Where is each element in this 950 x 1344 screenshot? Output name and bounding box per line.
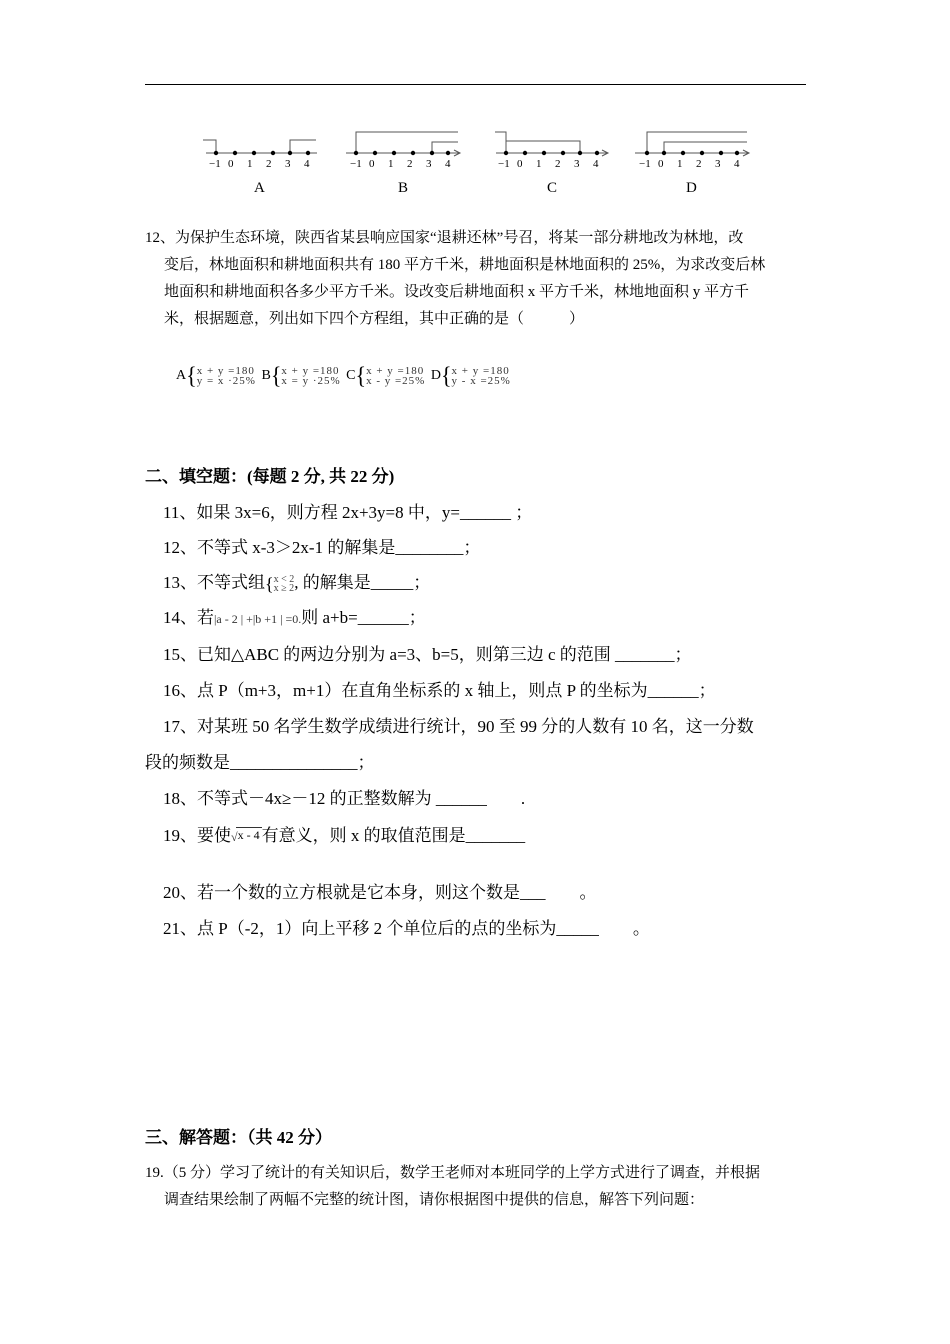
- fill-q12: 12、不等式 x-3＞2x-1 的解集是________；: [163, 538, 481, 557]
- q12-line-1: 12、为保护生态环境，陕西省某县响应国家“退耕还林”号召，将某一部分耕地改为林地，改: [145, 230, 744, 246]
- section-3-title: 三、解答题：（共 42 分）: [145, 1128, 332, 1147]
- choice-c: C { x + y =180 x - y =25%: [346, 361, 426, 390]
- tick-label: −1: [350, 158, 362, 170]
- fill-q19: 19、要使√x - 4 有意义，则 x 的取值范围是_______: [163, 826, 526, 845]
- tick-label: 4: [445, 158, 451, 170]
- choice-a: A { x + y =180 y = x ·25%: [176, 361, 256, 390]
- tick-label: 1: [388, 158, 394, 170]
- answer-q19: [145, 1160, 810, 1214]
- choice-d-letter: D: [430, 368, 441, 383]
- tick-label: 3: [426, 158, 432, 170]
- option-label-d: D: [686, 180, 697, 196]
- q12-line-2: 变后，林地面积和耕地面积共有 180 平方千米，耕地面积是林地面积的 25%，为求改变后林: [164, 257, 766, 273]
- tick-label: 1: [247, 158, 253, 170]
- choice-a-eq2: y = x ·25%: [196, 375, 256, 387]
- fill-q14: [163, 603, 426, 628]
- tick-label: 1: [536, 158, 542, 170]
- fill-q14-expr: |a - 2 | +|b +1 | =0.: [214, 612, 302, 626]
- question-12-mc: [145, 225, 810, 333]
- tick-label: −1: [639, 158, 651, 170]
- tick-label: 0: [369, 158, 375, 170]
- fill-q17-line-2: 段的频数是_______________；: [145, 753, 375, 772]
- q12-line-4: 米，根据题意，列出如下四个方程组，其中正确的是（ ）: [164, 311, 585, 327]
- tick-label: 1: [677, 158, 683, 170]
- tick-label: 0: [228, 158, 234, 170]
- fill-q13: 13、不等式组 { x < 2 x ≥ 2 , 的解集是_____；: [163, 573, 431, 595]
- fill-q19-radicand: x - 4: [237, 828, 260, 842]
- fill-q13-prefix: 13、不等式组: [163, 573, 265, 592]
- choice-a-letter: A: [176, 368, 187, 383]
- tick-label: 2: [555, 158, 561, 170]
- choice-d-eq2: y - x =25%: [451, 375, 511, 387]
- tick-label: 2: [407, 158, 413, 170]
- fill-q20: 20、若一个数的立方根就是它本身，则这个数是___ 。: [163, 883, 597, 902]
- tick-label: 4: [304, 158, 310, 170]
- fill-q21: 21、点 P（-2，1）向上平移 2 个单位后的点的坐标为_____ 。: [163, 919, 650, 938]
- tick-label: 0: [658, 158, 664, 170]
- fill-q13-suffix: , 的解集是_____；: [294, 573, 431, 592]
- q12-choices: [176, 361, 513, 390]
- choice-b-eq1: x + y =180: [281, 365, 340, 377]
- section-2-title: 二、填空题：(每题 2 分, 共 22 分): [145, 467, 395, 486]
- choice-b: B { x + y =180 x = y ·25%: [261, 361, 341, 390]
- fill-q18: 18、不等式－4x≥－12 的正整数解为 ______ .: [163, 789, 526, 808]
- fill-q15: 15、已知△ABC 的两边分别为 a=3、b=5，则第三边 c 的范围 _______；: [163, 645, 692, 664]
- tick-label: 4: [734, 158, 740, 170]
- tick-label: 2: [696, 158, 702, 170]
- tick-label: 4: [593, 158, 599, 170]
- fill-q11: 11、如果 3x=6，则方程 2x+3y=8 中，y=______ ；: [163, 503, 533, 522]
- fill-q17-line-1: 17、对某班 50 名学生数学成绩进行统计，90 至 99 分的人数有 10 名，这一分数: [163, 717, 754, 736]
- choice-b-eq2: x = y ·25%: [281, 375, 341, 387]
- answer-q19-line-2: 调查结果绘制了两幅不完整的统计图，请你根据图中提供的信息，解答下列问题：: [164, 1192, 705, 1208]
- header-rule: [145, 84, 806, 85]
- choice-d: D { x + y =180 y - x =25%: [430, 361, 511, 390]
- tick-label: 3: [574, 158, 580, 170]
- choice-a-eq1: x + y =180: [196, 365, 255, 377]
- fill-q16: 16、点 P（m+3，m+1）在直角坐标系的 x 轴上，则点 P 的坐标为______；: [163, 681, 716, 700]
- option-label-b: B: [398, 180, 409, 196]
- choice-c-eq1: x + y =180: [366, 365, 425, 377]
- choice-c-eq2: x - y =25%: [366, 375, 426, 387]
- q12-line-3: 地面积和耕地面积各多少平方千米。设改变后耕地面积 x 平方千米，林地地面积 y 平方千: [164, 284, 750, 300]
- option-label-c: C: [547, 180, 558, 196]
- tick-label: 3: [285, 158, 291, 170]
- option-label-a: A: [254, 180, 265, 196]
- fill-q13-eq2: x ≥ 2: [273, 583, 295, 595]
- tick-label: 3: [715, 158, 721, 170]
- fill-q14-suffix: 则 a+b=______；: [301, 608, 426, 627]
- tick-label: 0: [517, 158, 523, 170]
- choice-d-eq1: x + y =180: [451, 365, 510, 377]
- fill-q19-prefix: 19、要使: [163, 826, 231, 845]
- choice-c-letter: C: [346, 368, 356, 383]
- choice-b-letter: B: [261, 368, 271, 383]
- tick-label: 2: [266, 158, 272, 170]
- fill-q13-eq1: x < 2: [273, 574, 295, 586]
- tick-label: −1: [498, 158, 510, 170]
- fill-q14-prefix: 14、若: [163, 608, 214, 627]
- tick-label: −1: [209, 158, 221, 170]
- answer-q19-line-1: 19.（5 分）学习了统计的有关知识后，数学王老师对本班同学的上学方式进行了调查，并根据: [145, 1165, 761, 1181]
- fill-q19-suffix: 有意义，则 x 的取值范围是_______: [261, 826, 526, 845]
